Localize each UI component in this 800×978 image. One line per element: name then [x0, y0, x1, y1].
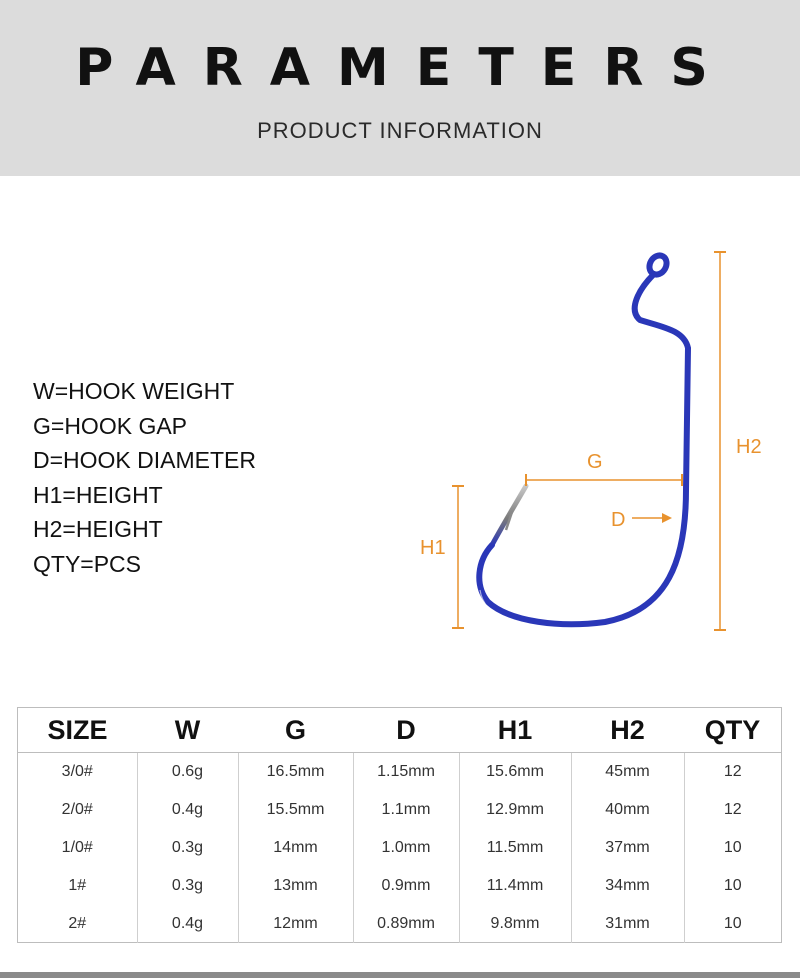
legend-item-d: D=HOOK DIAMETER — [33, 447, 257, 473]
legend-item-g: G=HOOK GAP — [33, 412, 188, 439]
cell-h2: 34mm — [571, 867, 684, 905]
cell-w: 0.3g — [137, 829, 238, 867]
hook-eye — [646, 252, 670, 277]
legend-item-h2: H2=HEIGHT — [33, 516, 163, 542]
label-d: D — [611, 509, 626, 531]
cell-g: 16.5mm — [238, 753, 353, 792]
hook-point — [492, 486, 526, 545]
hook-diagram — [400, 230, 800, 650]
cell-g: 14mm — [238, 829, 353, 867]
hook-body — [479, 274, 688, 624]
spec-table — [18, 708, 781, 943]
cell-size: 2# — [68, 915, 87, 932]
table-row — [18, 905, 781, 943]
cell-d: 1.0mm — [353, 829, 459, 867]
table-row — [18, 867, 781, 905]
cell-qty: 10 — [684, 867, 781, 905]
page-title: PARAMETERS — [75, 38, 735, 98]
cell-h2: 37mm — [571, 829, 684, 867]
cell-h1: 9.8mm — [459, 905, 571, 943]
legend-item-qty: QTY=PCS — [33, 550, 142, 577]
parameter-legend — [33, 374, 256, 581]
cell-size: 1# — [68, 877, 87, 894]
cell-g: 12mm — [238, 905, 353, 943]
cell-g: 13mm — [238, 867, 353, 905]
cell-qty: 10 — [684, 905, 781, 943]
dimension-h2 — [714, 252, 726, 630]
table-row — [18, 829, 781, 867]
table-row — [18, 791, 781, 829]
column-header-g: G — [238, 708, 353, 753]
page-subtitle: PRODUCT INFORMATION — [257, 118, 543, 143]
cell-w: 0.6g — [137, 753, 238, 792]
cell-size: 2/0# — [61, 801, 93, 818]
cell-qty: 12 — [684, 753, 781, 792]
column-header-h1: H1 — [459, 708, 571, 753]
cell-h1: 11.5mm — [459, 829, 571, 867]
cell-h2: 40mm — [571, 791, 684, 829]
cell-w: 0.4g — [137, 905, 238, 943]
column-header-h2: H2 — [571, 708, 684, 753]
cell-w: 0.4g — [137, 791, 238, 829]
cell-g: 15.5mm — [238, 791, 353, 829]
cell-h2: 45mm — [571, 753, 684, 792]
cell-d: 1.15mm — [353, 753, 459, 792]
cell-qty: 12 — [684, 791, 781, 829]
label-g: G — [587, 451, 603, 473]
cell-h2: 31mm — [571, 905, 684, 943]
header-band — [0, 0, 800, 176]
cell-h1: 15.6mm — [459, 753, 571, 792]
cell-w: 0.3g — [137, 867, 238, 905]
cell-d: 0.89mm — [353, 905, 459, 943]
column-header-w: W — [137, 708, 238, 753]
dimension-g — [526, 474, 682, 486]
cell-h1: 11.4mm — [459, 867, 571, 905]
cell-d: 1.1mm — [353, 791, 459, 829]
cell-qty: 10 — [684, 829, 781, 867]
bottom-divider — [0, 972, 800, 978]
legend-item-h1: H1=HEIGHT — [33, 481, 163, 508]
label-h2: H2 — [736, 436, 762, 458]
cell-d: 0.9mm — [353, 867, 459, 905]
dimension-d-arrow — [632, 513, 672, 523]
cell-size: 1/0# — [61, 839, 93, 856]
dimension-h1 — [452, 486, 464, 628]
cell-h1: 12.9mm — [459, 791, 571, 829]
label-h1: H1 — [420, 537, 446, 559]
spec-table-container — [17, 707, 782, 943]
column-header-size: SIZE — [18, 708, 137, 753]
table-header-row — [18, 708, 781, 753]
legend-item-w: W=HOOK WEIGHT — [33, 378, 235, 404]
column-header-qty: QTY — [684, 708, 781, 753]
table-row — [18, 753, 781, 792]
cell-size: 3/0# — [61, 763, 93, 780]
column-header-d: D — [353, 708, 459, 753]
